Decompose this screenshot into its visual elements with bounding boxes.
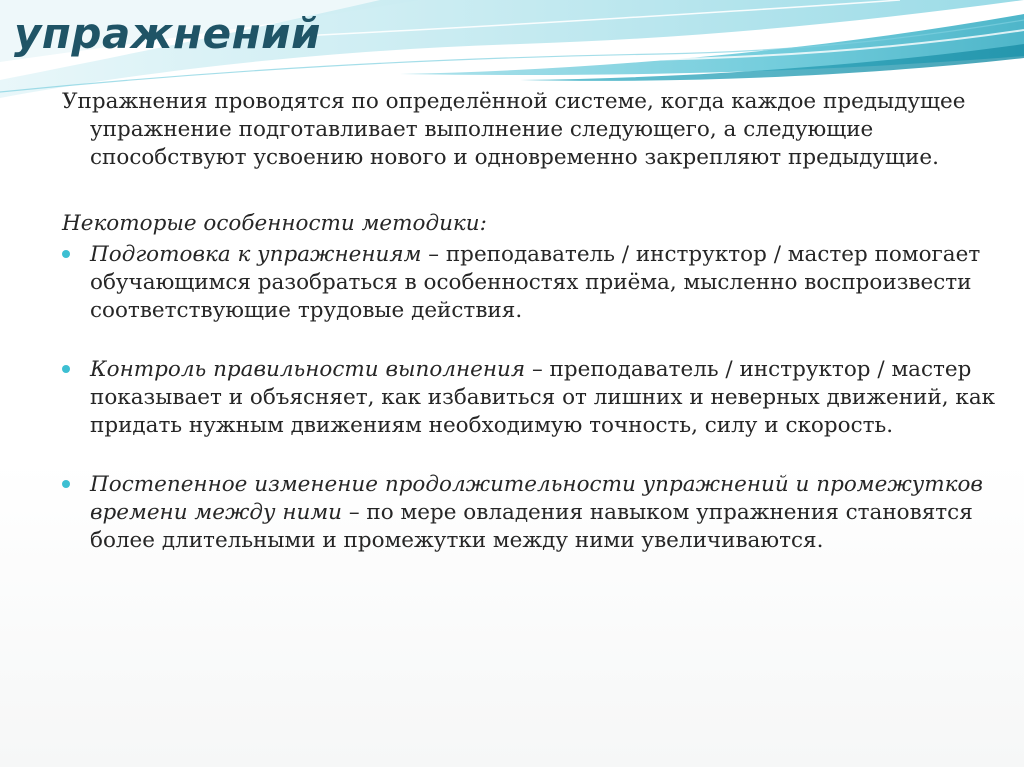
list-item — [62, 241, 1002, 325]
slide-content — [62, 88, 1002, 586]
intro-paragraph: Упражнения проводятся по определённой системе, когда каждое предыдущее упражнение подготавливает выполнение следующего, а следующие способствуют усвоению нового и одновременно закрепляют предыдущие. — [62, 89, 966, 170]
list-item — [62, 471, 1002, 555]
bullet-text: – преподаватель / инструктор / мастер помогает обучающимся разобраться в особенностях приёма, мысленно воспроизвести соответствующие трудовые действия. — [90, 242, 981, 323]
subheading: Некоторые особенности методики: — [62, 211, 487, 236]
slide-title: упражнений — [14, 9, 321, 58]
bullet-term: Контроль правильности выполнения — [90, 357, 526, 382]
bullet-term: Подготовка к упражнениям — [90, 242, 422, 267]
bullet-icon — [62, 480, 70, 488]
bullet-term: Постепенное изменение продолжительности упражнений и промежутков времени между ними — [90, 472, 983, 525]
bullet-text: – по мере овладения навыком упражнения становятся более длительными и промежутки между ними увеличиваются. — [90, 500, 973, 553]
bullet-list — [62, 241, 1002, 555]
bullet-icon — [62, 250, 70, 258]
bullet-text: – преподаватель / инструктор / мастер показывает и объясняет, как избавиться от лишних и неверных движений, как придать нужным движениям необходимую точность, силу и скорость. — [90, 357, 996, 438]
list-item — [62, 356, 1002, 440]
bullet-icon — [62, 365, 70, 373]
